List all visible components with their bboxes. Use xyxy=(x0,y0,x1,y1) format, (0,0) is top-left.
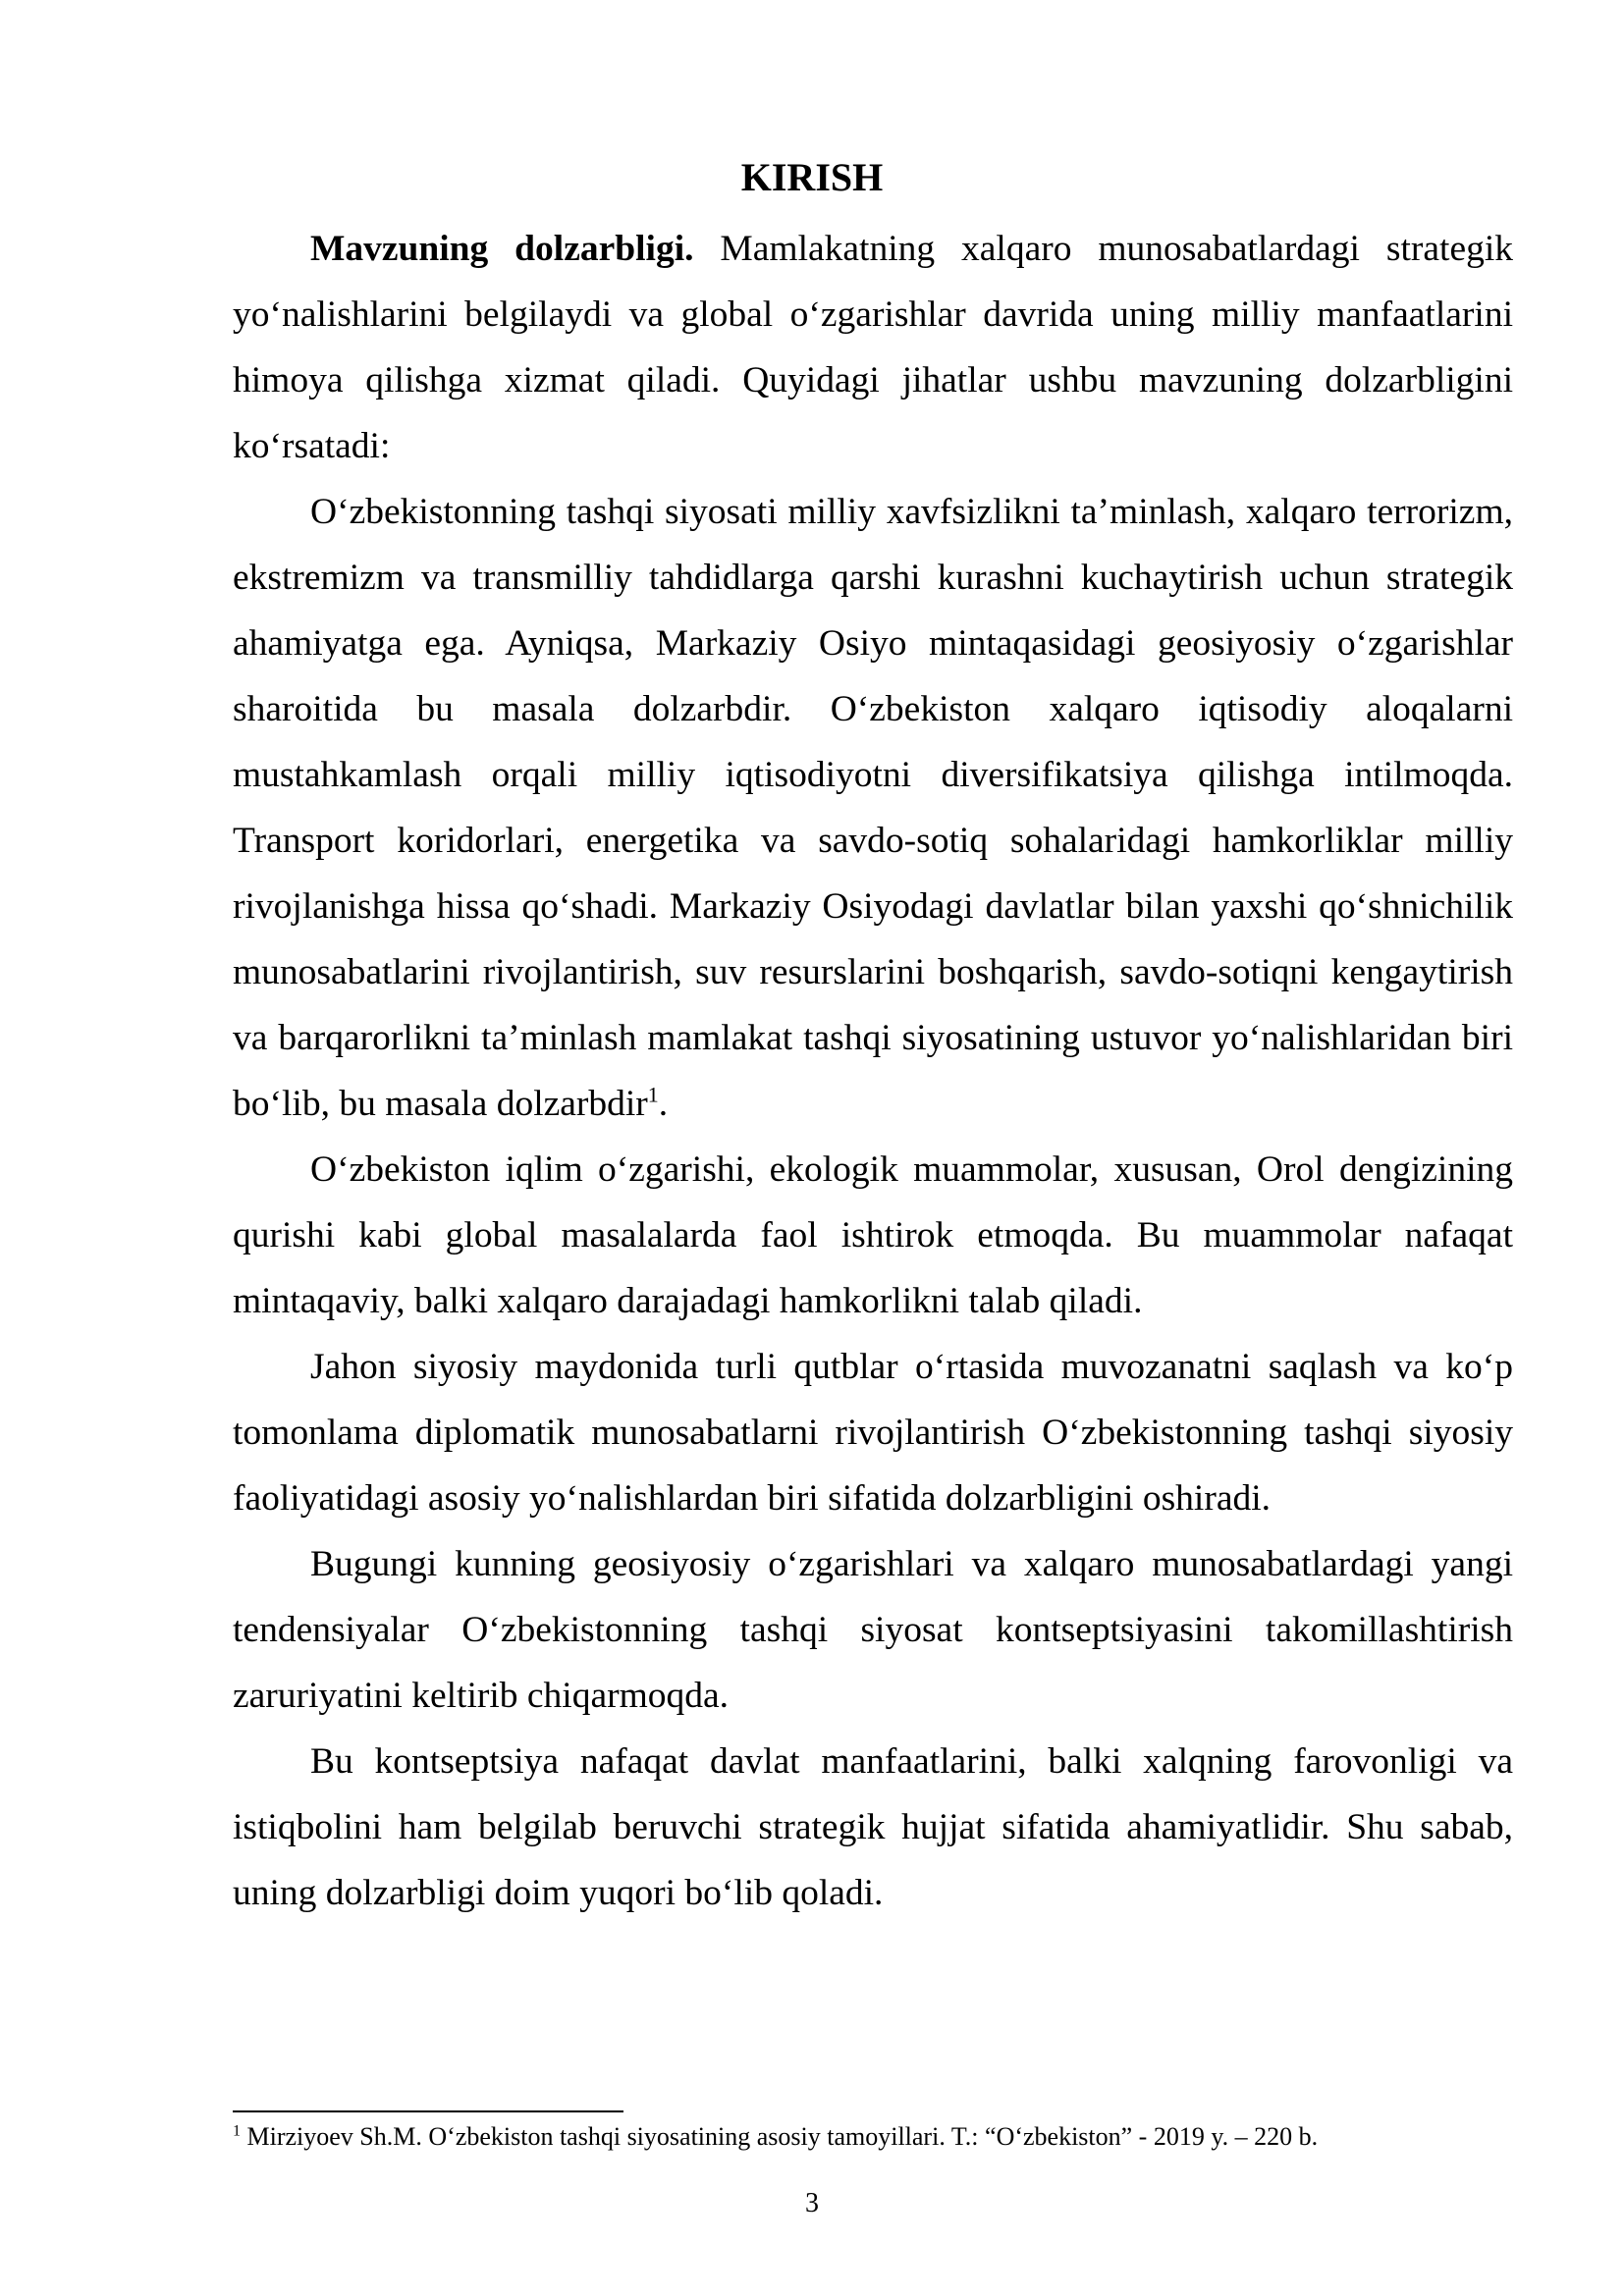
paragraph-6: Bu kontseptsiya nafaqat davlat manfaatlarini, balki xalqning farovonligi va istiqbolini ham belgilab beruvchi strategik hujjat sifatida ahamiyatlidir. Shu sabab, uning dolzarbligi doim yuqori bo‘lib qoladi. xyxy=(233,1741,1513,1913)
paragraph-3: O‘zbekiston iqlim o‘zgarishi, ekologik muammolar, xususan, Orol dengizining qurishi kabi global masalalarda faol ishtirok etmoqda. Bu muammolar nafaqat mintaqaviy, balki xalqaro darajadagi hamkorlikni talab qiladi. xyxy=(233,1149,1513,1321)
paragraph-1 xyxy=(233,216,1513,479)
paragraph-5: Bugungi kunning geosiyosiy o‘zgarishlari va xalqaro munosabatlardagi yangi tendensiyalar O‘zbekistonning tashqi siyosat kontseptsiyasini takomillashtirish zaruriyatini keltirib chiqarmoqda. xyxy=(233,1544,1513,1716)
paragraph-2-end: . xyxy=(658,1084,669,1124)
paragraph-2 xyxy=(233,479,1513,1137)
paragraph-2-text: O‘zbekistonning tashqi siyosati milliy xavfsizlikni ta’minlash, xalqaro terrorizm, ekstremizm va transmilliy tahdidlarga qarshi kurashni kuchaytirish uchun strategik ahamiyatga ega. Ayniqsa, Markaziy Osiyo mintaqasidagi geosiyosiy o‘zgarishlar sharoitida bu masala dolzarbdir. O‘zbekiston xalqaro iqtisodiy aloqalarni mustahkamlash orqali milliy iqtisodiyotni diversifikatsiya qilishga intilmoqda. Transport koridorlari, energetika va savdo-sotiq sohalaridagi hamkorliklar milliy rivojlanishga hissa qo‘shadi. Markaziy Osiyodagi davlatlar bilan yaxshi qo‘shnichilik munosabatlarini rivojlantirish, suv resurslarini boshqarish, savdo-sotiqni kengaytirish va barqarorlikni ta’minlash mamlakat tashqi siyosatining ustuvor yo‘nalishlaridan biri bo‘lib, bu masala dolzarbdir xyxy=(233,492,1513,1124)
body-text xyxy=(233,216,1513,1926)
paragraph-lead: Mavzuning dolzarbligi. xyxy=(310,229,694,269)
footnote-text: Mirziyoev Sh.M. O‘zbekiston tashqi siyosatining asosiy tamoyillari. T.: “O‘zbekiston” - 2019 y. – 220 b. xyxy=(241,2122,1319,2151)
paragraph-1-text: Mamlakatning xalqaro munosabatlardagi strategik yo‘nalishlarini belgilaydi va global o‘zgarishlar davrida uning milliy manfaatlarini himoya qilishga xizmat qiladi. Quyidagi jihatlar ushbu mavzuning dolzarbligini ko‘rsatadi: xyxy=(233,229,1514,466)
page-number: 3 xyxy=(805,2188,819,2218)
footnote-reference[interactable]: 1 xyxy=(647,1082,659,1107)
footnote-marker: 1 xyxy=(233,2122,241,2140)
paragraph-4: Jahon siyosiy maydonida turli qutblar o‘rtasida muvozanatni saqlash va ko‘p tomonlama diplomatik munosabatlarni rivojlantirish O‘zbekistonning tashqi siyosiy faoliyatidagi asosiy yo‘nalishlardan biri sifatida dolzarbligini oshiradi. xyxy=(233,1347,1513,1519)
footnote xyxy=(233,2120,1519,2154)
footnote-separator xyxy=(233,2110,623,2112)
page-title: KIRISH xyxy=(740,155,884,199)
